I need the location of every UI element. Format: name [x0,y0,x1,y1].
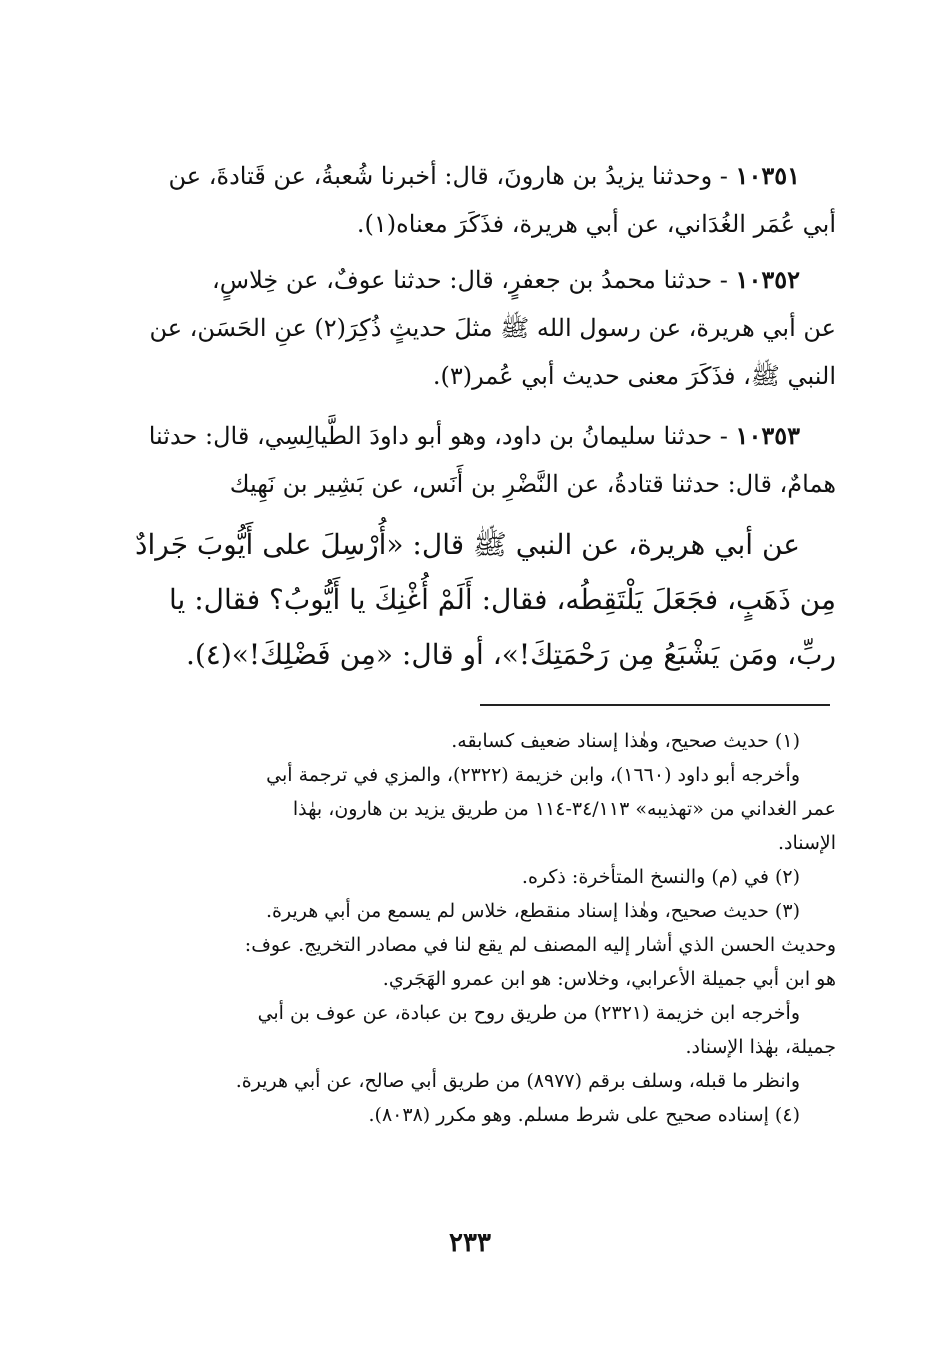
footnote-line: وانظر ما قبله، وسلف برقم (٨٩٧٧) من طريق أبي صالح، عن أبي هريرة. [235,1070,800,1092]
footnote-line: الإسناد. [777,832,836,854]
hadith-line: عن أبي هريرة، عن النبي ﷺ قال: «أُرْسِلَ على أَيُّوبَ جَرادٌ [135,528,800,561]
footnote-line: وأخرجه أبو داود (١٦٦٠)، وابن خزيمة (٢٣٢٢)، والمزي في ترجمة أبي [266,764,800,786]
hadith-line: أبي عُمَر الغُدَاني، عن أبي هريرة، فذَكَرَ معناه(١). [356,210,836,238]
hadith-10351 [124,152,836,248]
hadith-line: همامٌ، قال: حدثنا قتادةُ، عن النَّضْرِ بن أَنَس، عن بَشِير بن نَهِيك [229,470,836,498]
footnote-line: (٢) في (م) والنسخ المتأخرة: ذكره. [521,866,800,888]
footnote-line: (٤) إسناده صحيح على شرط مسلم. وهو مكرر (٨٠٣٨). [368,1104,800,1126]
footnote-separator [480,704,830,706]
hadith-line: النبي ﷺ، فذَكَرَ معنى حديث أبي عُمر(٣). [432,362,836,390]
hadith-number: ١٠٣٥١ [735,161,800,190]
hadith-text: - حدثنا محمدُ بن جعفرٍ، قال: حدثنا عوفٌ، عن خِلاسٍ، [212,266,728,294]
hadith-10353-matn [124,517,836,682]
footnote-line: هو ابن أبي جميلة الأعرابي، وخلاس: هو ابن عمرو الهَجَري. [382,968,836,990]
page-number: ٢٣٣ [449,1228,491,1258]
hadith-line: مِن ذَهَبٍ، فجَعَلَ يَلْتَقِطُه، فقال: أَلَمْ أُغْنِكَ يا أَيُّوبُ؟ فقال: يا [169,583,836,616]
hadith-text: - حدثنا سليمانُ بن داود، وهو أبو داودَ الطَّيالِسِي، قال: حدثنا [148,422,728,450]
hadith-10352 [124,256,836,400]
hadith-text: - وحدثنا يزيدُ بن هارونَ، قال: أخبرنا شُعبةُ، عن قَتادةَ، عن [168,162,728,190]
hadith-line: ربِّ، ومَن يَشْبَعُ مِن رَحْمَتِكَ!»، أو قال: «مِن فَضْلِكَ!»(٤). [185,638,836,671]
footnote-line: وحديث الحسن الذي أشار إليه المصنف لم يقع لنا في مصادر التخريج. عوف: [244,934,836,956]
footnote-line: عمر الغداني من «تهذيبه» ٣٤/١١٣-١١٤ من طريق يزيد بن هارون، بهٰذا [292,798,836,820]
footnote-line: (١) حديث صحيح، وهٰذا إسناد ضعيف كسابقه. [451,730,800,752]
hadith-line [124,256,836,304]
hadith-line: عن أبي هريرة، عن رسول الله ﷺ مثلَ حديثٍ ذُكِرَ(٢) عنِ الحَسَن، عن [149,314,836,342]
footnotes [124,724,836,1132]
hadith-line [124,412,836,460]
hadith-number: ١٠٣٥٢ [735,265,800,294]
footnote-line: جميلة، بهٰذا الإسناد. [685,1036,836,1058]
hadith-number: ١٠٣٥٣ [735,421,800,450]
footnote-line: وأخرجه ابن خزيمة (٢٣٢١) من طريق روح بن عبادة، عن عوف بن أبي [257,1002,800,1024]
footnote-line: (٣) حديث صحيح، وهٰذا إسناد منقطع، خلاس لم يسمع من أبي هريرة. [265,900,800,922]
hadith-line [124,152,836,200]
hadith-10353 [124,412,836,508]
